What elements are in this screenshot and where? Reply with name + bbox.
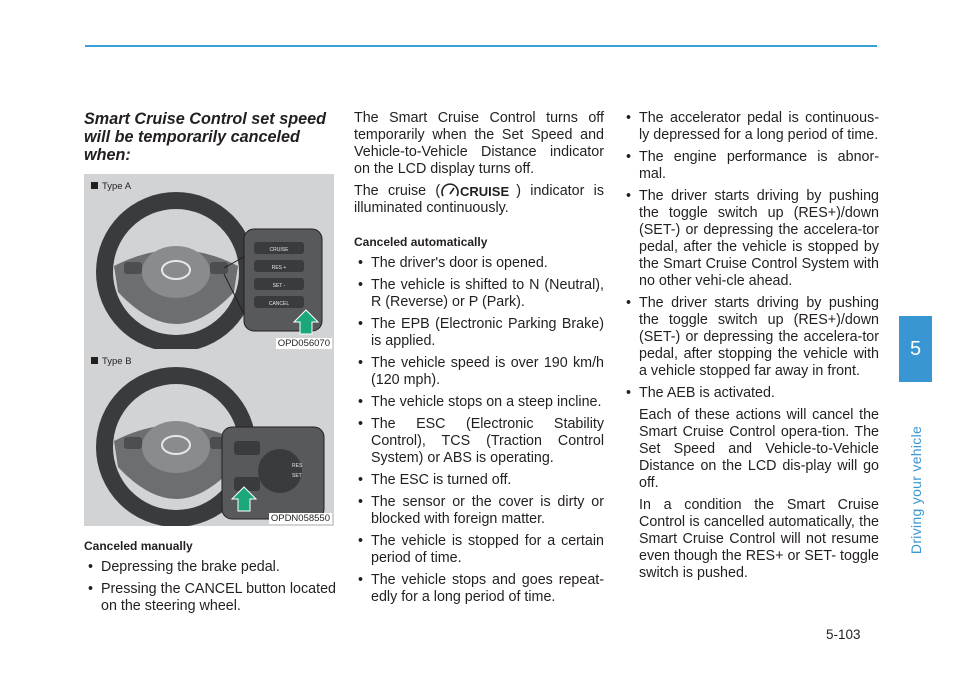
cruise-text-after: ) indicator is illuminated continuously. xyxy=(354,183,604,216)
canceled-automatically-heading: Canceled automatically xyxy=(354,235,488,249)
figure-label-text: Type A xyxy=(102,181,132,192)
list-item: • The engine performance is abnor-mal. xyxy=(626,149,879,182)
list-item: • The driver starts driving by pushing the toggle switch up (RES+)/down (SET-) or depressing the accelera-tor pedal, after the vehicle is stopped by the Smart Cruise Control System with no other vehi-cle ahead. xyxy=(626,188,879,289)
list-item: • The ESC (Electronic Stability Control), TCS (Traction Control System) or ABS is operating. xyxy=(358,416,604,466)
cruise-indicator-paragraph xyxy=(354,183,604,217)
list-item-text: The sensor or the cover is dirty or blocked with foreign matter. xyxy=(371,494,604,527)
button-label-set-b: SET xyxy=(292,473,302,479)
list-item-text: The vehicle stops on a steep incline. xyxy=(371,394,602,410)
column-3 xyxy=(622,110,879,582)
button-label-cruise: CRUISE xyxy=(269,247,289,253)
list-item-text: The vehicle speed is over 190 km/h (120 mph). xyxy=(371,355,604,388)
list-item-text: Pressing the CANCEL button located on the steering wheel. xyxy=(101,581,336,614)
page-number: 5-103 xyxy=(826,627,861,642)
button-label-cancel: CANCEL xyxy=(268,301,290,307)
list-item-text: Depressing the brake pedal. xyxy=(101,559,280,575)
list-item: • The vehicle is stopped for a certain period of time. xyxy=(358,533,604,566)
cruise-indicator-icon xyxy=(440,183,516,199)
list-item-text: The engine performance is abnor-mal. xyxy=(639,149,879,182)
chapter-number-tab: 5 xyxy=(899,316,932,382)
list-item: • The vehicle stops and goes repeat-edly for a long period of time. xyxy=(358,572,604,605)
section-heading: Smart Cruise Control set speed will be temporarily canceled when: xyxy=(84,110,326,164)
chapter-title-tab xyxy=(893,390,938,590)
figure-label xyxy=(91,181,131,192)
figure-label xyxy=(91,356,132,367)
steering-wheel-illustration-b xyxy=(84,349,334,526)
figure-label-text: Type B xyxy=(102,356,132,367)
list-item: • Pressing the CANCEL button located on the steering wheel. xyxy=(88,581,336,614)
list-item-text: The vehicle is shifted to N (Neutral), R (Reverse) or P (Park). xyxy=(371,277,604,310)
list-item-text: The accelerator pedal is continuous-ly depressed for a long period of time. xyxy=(639,110,879,143)
cruise-icon-text: CRUISE xyxy=(460,184,510,200)
button-label-set: SET - xyxy=(272,283,286,289)
chapter-title-text: Driving your vehicle xyxy=(907,425,924,555)
list-item-text: The ESC (Electronic Stability Control), TCS (Traction Control System) or ABS is operating. xyxy=(371,416,604,466)
list-item: • The driver's door is opened. xyxy=(358,255,548,271)
list-item: • The vehicle is shifted to N (Neutral), R (Reverse) or P (Park). xyxy=(358,277,604,310)
button-label-res: RES + xyxy=(271,265,287,271)
list-item: • The ESC is turned off. xyxy=(358,472,512,488)
list-item: • The vehicle stops on a steep incline. xyxy=(358,394,602,410)
cruise-text-before: The cruise ( xyxy=(354,183,441,199)
list-item-text: The driver starts driving by pushing the toggle switch up (RES+)/down (SET-) or depressing the accelera-tor pedal, after the vehicle is stopped by the Smart Cruise Control System with no other vehi-cle ahead. xyxy=(639,188,879,289)
list-item-text: The vehicle is stopped for a certain period of time. xyxy=(371,533,604,566)
intro-paragraph: The Smart Cruise Control turns off temporarily when the Set Speed and Vehicle-to-Vehicle Distance indicator on the LCD display turns off. xyxy=(354,110,604,177)
list-item-text: The vehicle stops and goes repeat-edly for a long period of time. xyxy=(371,572,604,605)
canceled-manually-heading: Canceled manually xyxy=(84,539,193,553)
list-item: • The vehicle speed is over 190 km/h (120 mph). xyxy=(358,355,604,388)
list-item: • The accelerator pedal is continuous-ly depressed for a long period of time. xyxy=(626,110,879,143)
figure-code: OPDN058550 xyxy=(270,513,330,524)
note-paragraph: In a condition the Smart Cruise Control is cancelled automatically, the Smart Cruise Control will not resume even though the RES+ or SET- toggle switch is pushed. xyxy=(639,497,879,581)
figure-type-b xyxy=(84,349,334,526)
list-item-text: The ESC is turned off. xyxy=(371,472,512,488)
note-paragraph: Each of these actions will cancel the Smart Cruise Control opera-tion. The Set Speed and Vehicle-to-Vehicle Distance on the LCD dis-play will go off. xyxy=(639,407,879,491)
figure-code: OPD056070 xyxy=(277,338,330,349)
list-item: • The AEB is activated. xyxy=(626,385,775,401)
column-2 xyxy=(354,110,604,606)
steering-wheel-illustration-a xyxy=(84,174,334,351)
figure-type-a xyxy=(84,174,334,351)
list-item-text: The EPB (Electronic Parking Brake) is applied. xyxy=(371,316,604,349)
header-rule xyxy=(85,45,877,47)
list-item-text: The driver starts driving by pushing the toggle switch up (RES+)/down (SET-) or depressing the accelera-tor pedal, after stopping the vehicle with a vehicle stopped far away in front. xyxy=(639,295,879,379)
canceled-manually-section xyxy=(84,539,336,615)
list-item: • The EPB (Electronic Parking Brake) is applied. xyxy=(358,316,604,349)
list-item: • The sensor or the cover is dirty or blocked with foreign matter. xyxy=(358,494,604,527)
list-item-text: The driver's door is opened. xyxy=(371,255,548,271)
list-item: • The driver starts driving by pushing the toggle switch up (RES+)/down (SET-) or depressing the accelera-tor pedal, after stopping the vehicle with a vehicle stopped far away in front. xyxy=(626,295,879,379)
list-item-text: The AEB is activated. xyxy=(639,385,775,401)
list-item: • Depressing the brake pedal. xyxy=(88,559,280,575)
button-label-res-b: RES xyxy=(292,463,303,469)
